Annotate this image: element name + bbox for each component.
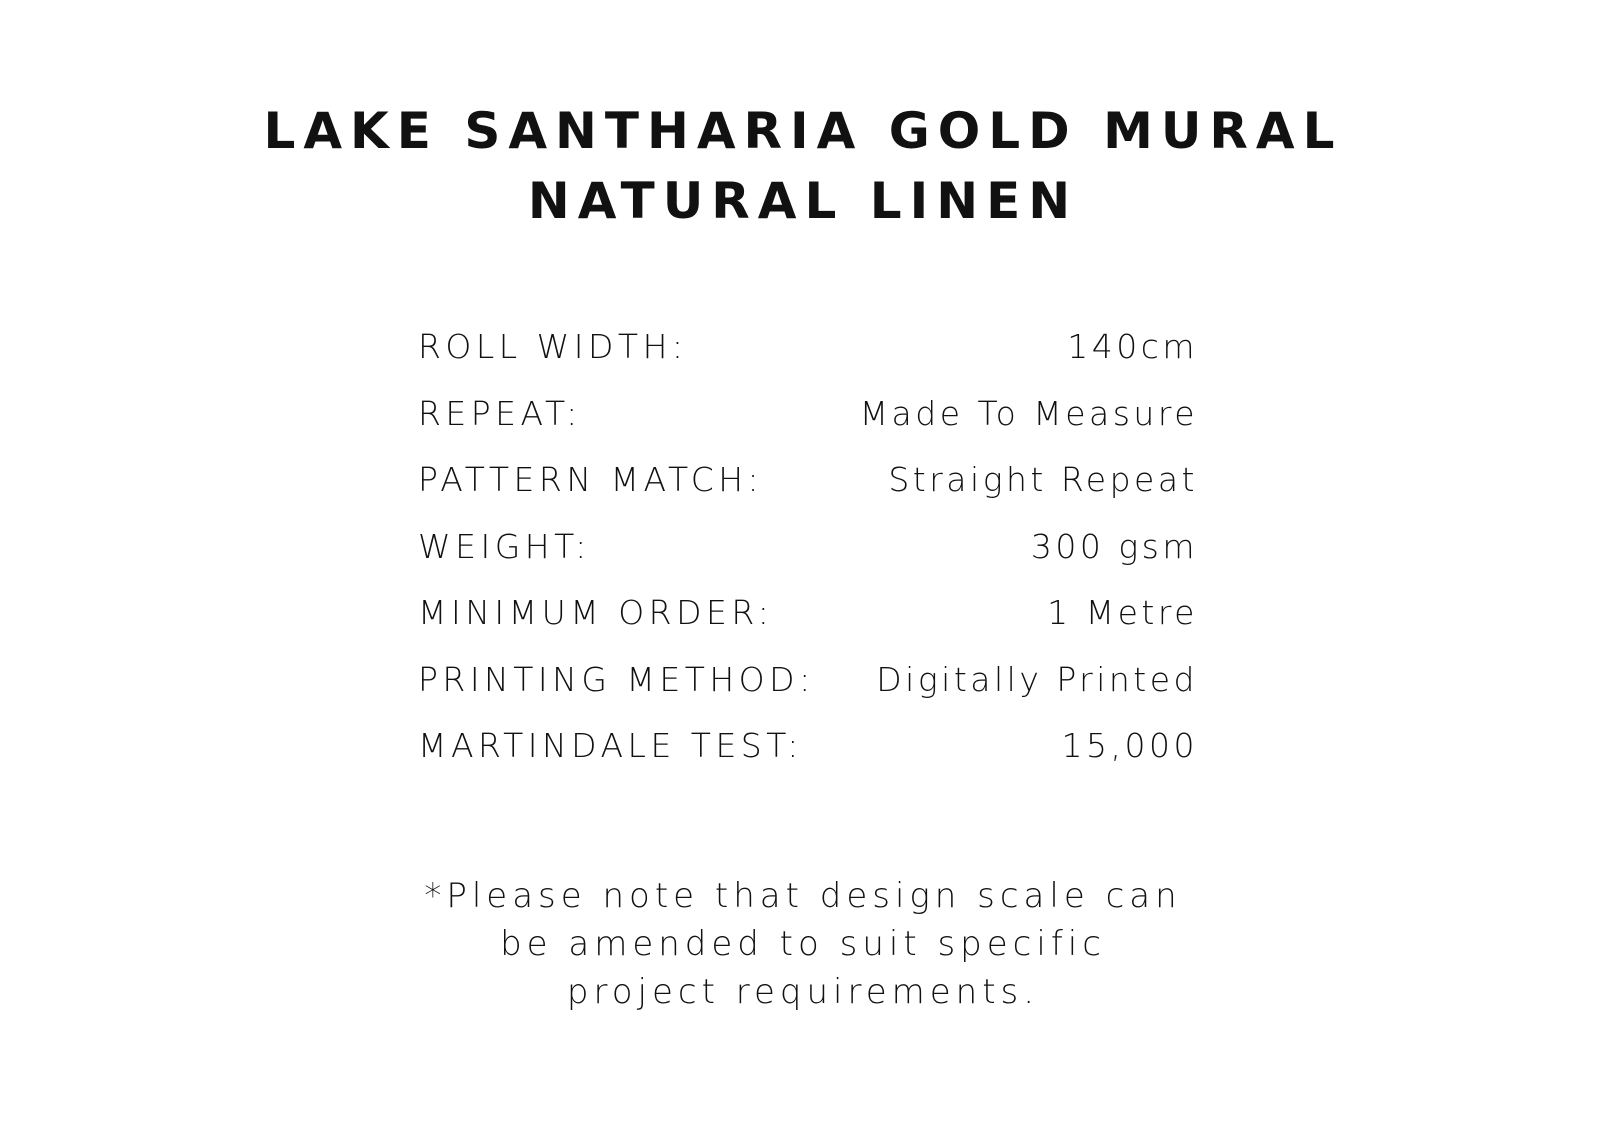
spec-value: Digitally Printed	[876, 659, 1198, 699]
spec-label: MARTINDALE TEST:	[418, 726, 803, 765]
spec-value: 140cm	[1067, 327, 1198, 366]
spec-row-roll-width	[418, 328, 1198, 395]
spec-value: Straight Repeat	[888, 460, 1198, 499]
spec-label: PATTERN MATCH:	[418, 460, 764, 499]
design-scale-note	[0, 872, 1606, 1016]
spec-row-weight	[418, 528, 1198, 595]
spec-row-pattern-match	[418, 461, 1198, 528]
spec-value: 300 gsm	[1030, 526, 1198, 566]
note-line-2: be amended to suit specific	[500, 924, 1106, 964]
note-line-1: *Please note that design scale can	[424, 876, 1182, 916]
spec-value: Made To Measure	[859, 393, 1198, 433]
spec-row-martindale-test	[418, 727, 1198, 794]
spec-value: 1 Metre	[1047, 593, 1198, 632]
spec-row-repeat	[418, 395, 1198, 462]
spec-value: 15,000	[1061, 726, 1198, 765]
spec-label: PRINTING METHOD:	[418, 659, 815, 699]
spec-label: MINIMUM ORDER:	[418, 593, 774, 632]
spec-label: WEIGHT:	[418, 526, 591, 566]
spec-row-minimum-order	[418, 594, 1198, 661]
note-line-3: project requirements.	[566, 972, 1040, 1012]
specifications-table	[418, 328, 1198, 794]
product-title-line-2: NATURAL LINEN	[527, 171, 1079, 230]
product-title-line-1: LAKE SANTHARIA GOLD MURAL	[263, 101, 1343, 160]
spec-row-printing-method	[418, 661, 1198, 728]
spec-label: ROLL WIDTH:	[418, 327, 688, 366]
spec-label: REPEAT:	[418, 393, 582, 433]
